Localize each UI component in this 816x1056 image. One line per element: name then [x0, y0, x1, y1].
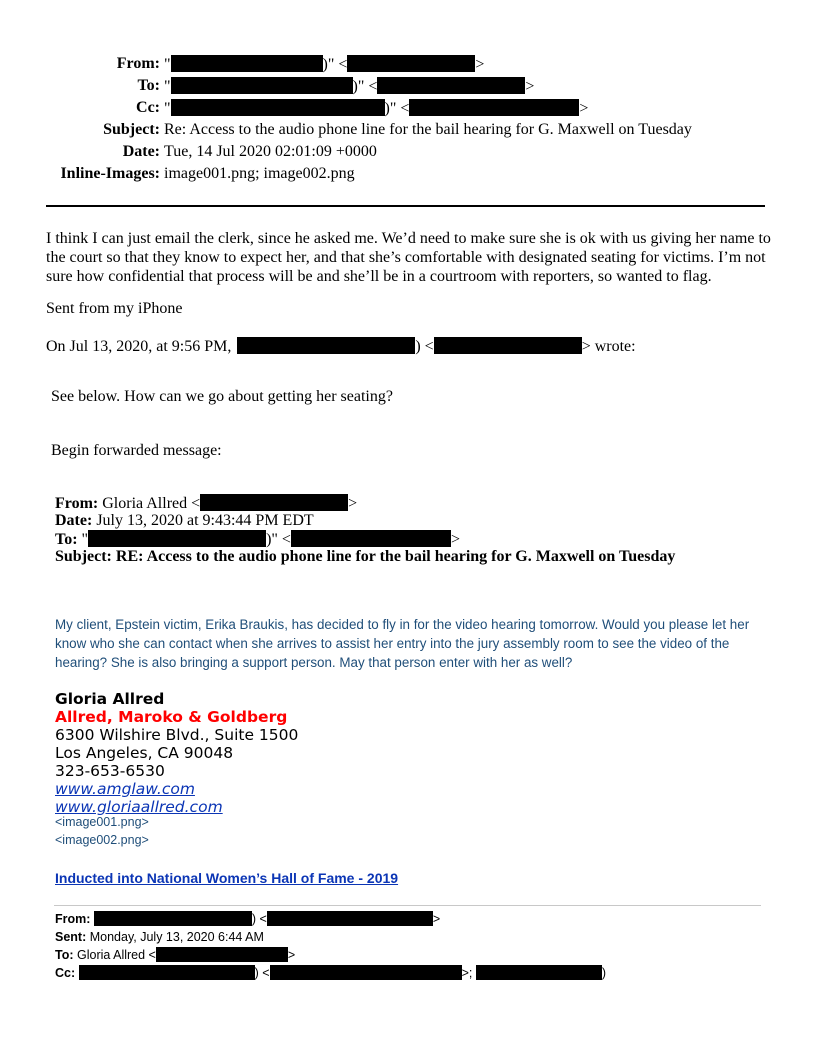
fwd-to-label: To:: [55, 531, 78, 548]
earlier-message-divider: [54, 905, 761, 906]
earlier-to-row: To: Gloria Allred < >: [55, 948, 296, 962]
cc-label: Cc:: [136, 99, 160, 116]
redaction: [237, 337, 415, 354]
redaction: [270, 965, 462, 980]
header-divider: [46, 205, 765, 207]
redaction: [88, 530, 266, 547]
redaction: [171, 99, 385, 116]
attribution-suffix: > wrote:: [581, 338, 636, 355]
inline-images-label: Inline-Images:: [60, 165, 160, 182]
fwd-from-label: From:: [55, 495, 99, 512]
fwd-subject-label: Subject:: [55, 548, 112, 565]
fwd-date-row: [55, 512, 314, 530]
to-value: " )" < >: [164, 78, 535, 95]
earlier-from-row: From: ) < >: [55, 912, 441, 926]
begin-forwarded-label: Begin forwarded message:: [51, 442, 222, 459]
earlier-cc-label: Cc:: [55, 966, 76, 980]
redaction: [267, 911, 433, 926]
redaction: [291, 530, 451, 547]
signature-firm: Allred, Maroko & Goldberg: [55, 708, 288, 726]
earlier-sent-row: [55, 930, 264, 944]
hall-of-fame-link[interactable]: Inducted into National Women’s Hall of Fame - 2019: [55, 870, 399, 886]
signature-name: Gloria Allred: [55, 690, 165, 708]
to-label: To:: [137, 77, 160, 94]
redaction: [377, 77, 525, 94]
redaction: [434, 337, 582, 354]
website-link-amglaw[interactable]: www.amglaw.com: [55, 780, 195, 798]
quote-attribution: On Jul 13, 2020, at 9:56 PM, ) < > wrote:: [46, 338, 636, 355]
fwd-from-name: Gloria Allred <: [102, 495, 201, 512]
redaction: [94, 911, 252, 926]
date-label: Date:: [122, 143, 160, 160]
message-line: hearing? She is also bringing a support person. May that person enter with her as well?: [55, 655, 573, 670]
earlier-sent-label: Sent:: [55, 930, 87, 944]
redaction: [156, 947, 288, 962]
cc-value: " )" < >: [164, 100, 589, 117]
image-placeholder-1: <image001.png>: [55, 815, 149, 829]
fwd-date-value: July 13, 2020 at 9:43:44 PM EDT: [96, 512, 314, 529]
sent-from-signature: Sent from my iPhone: [46, 300, 183, 317]
fwd-to-row: To: " )" < >: [55, 531, 460, 548]
reply-line: the court so that they know to expect her, and that she’s comfortable with designated seating for victims. I’m not: [46, 249, 766, 266]
from-label: From:: [116, 55, 160, 72]
attribution-prefix: On Jul 13, 2020, at 9:56 PM,: [46, 338, 232, 355]
signature-phone: 323-653-6530: [55, 762, 165, 780]
fwd-subject-row: [55, 548, 675, 566]
allred-message: [55, 615, 749, 672]
redaction: [171, 55, 323, 72]
fwd-from-row: From: Gloria Allred < >: [55, 495, 358, 512]
redaction: [79, 965, 255, 980]
date-value: Tue, 14 Jul 2020 02:01:09 +0000: [164, 143, 377, 160]
earlier-to-label: To:: [55, 948, 74, 962]
fwd-date-label: Date:: [55, 512, 93, 529]
redaction: [347, 55, 475, 72]
message-line: My client, Epstein victim, Erika Braukis, has decided to fly in for the video hearing tomorrow. Would you please let her: [55, 617, 750, 632]
forward-note: See below. How can we go about getting her seating?: [51, 388, 393, 405]
inline-images-value: image001.png; image002.png: [164, 165, 355, 182]
earlier-to-name: Gloria Allred <: [77, 948, 156, 962]
reply-body: [46, 229, 771, 286]
image-placeholder-2: <image002.png>: [55, 833, 149, 847]
fwd-subject-value: RE: Access to the audio phone line for the bail hearing for G. Maxwell on Tuesday: [115, 548, 676, 565]
website-link-gloriaallred[interactable]: www.gloriaallred.com: [55, 798, 223, 816]
from-value: " )" < >: [164, 56, 485, 73]
subject-label: Subject:: [103, 121, 160, 138]
signature-address-line2: Los Angeles, CA 90048: [55, 744, 234, 762]
earlier-cc-row: Cc: ) < >; ): [55, 966, 606, 980]
redaction: [476, 965, 602, 980]
reply-line: sure how confidential that process will be and she’ll be in a courtroom with reporters, so wanted to flag.: [46, 268, 712, 285]
signature-address-line1: 6300 Wilshire Blvd., Suite 1500: [55, 726, 299, 744]
earlier-sent-value: Monday, July 13, 2020 6:44 AM: [89, 930, 264, 944]
earlier-from-label: From:: [55, 912, 91, 926]
reply-line: I think I can just email the clerk, since he asked me. We’d need to make sure she is ok with us giving her name to: [46, 230, 771, 247]
email-signature: [55, 690, 298, 816]
subject-value: Re: Access to the audio phone line for the bail hearing for G. Maxwell on Tuesday: [164, 121, 692, 138]
redaction: [200, 494, 348, 511]
redaction: [409, 99, 579, 116]
message-line: know who she can contact when she arrives to assist her entry into the jury assembly room to see the video of the: [55, 636, 730, 651]
redaction: [171, 77, 353, 94]
